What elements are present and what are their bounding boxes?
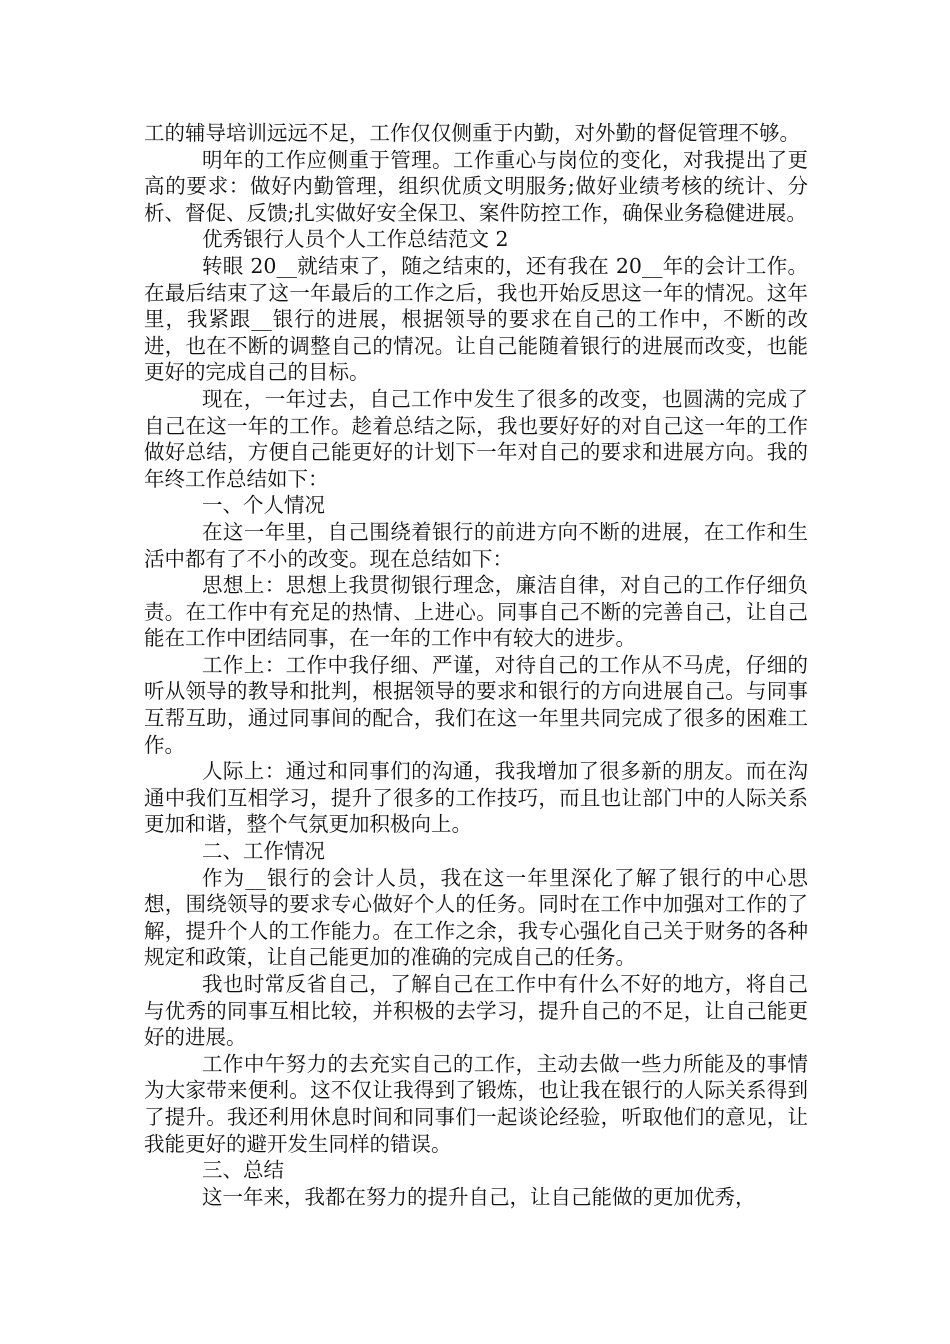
paragraph-continuation: 工的辅导培训远远不足，工作仅仅侧重于内勤，对外勤的督促管理不够。 — [144, 121, 800, 145]
paragraph-next-year-plan: 明年的工作应侧重于管理。工作重心与岗位的变化，对我提出了更高的要求：做好内勤管理，组织优质文明服务;做好业绩考核的统计、分析、督促、反馈;扎实做好安全保卫、案件防控工作，确保业务稳健进展。 — [144, 147, 808, 225]
document-body — [144, 120, 808, 1210]
paragraph-thought: 思想上：思想上我贯彻银行理念，廉洁自律，对自己的工作仔细负责。在工作中有充足的热情、上进心。同事自己不断的完善自己，让自己能在工作中团结同事，在一年的工作中有较大的进步。 — [144, 573, 808, 651]
section-heading-conclusion: 三、总结 — [202, 1158, 284, 1183]
paragraph-work: 工作上：工作中我仔细、严谨，对待自己的工作从不马虎，仔细的听从领导的教导和批判，根据领导的要求和银行的方向进展自己。与同事互帮互助，通过同事间的配合，我们在这一年里共同完成了很多的困难工作。 — [144, 652, 808, 757]
paragraph-personal-intro: 在这一年里，自己围绕着银行的前进方向不断的进展，在工作和生活中都有了不小的改变。现在总结如下： — [144, 519, 808, 571]
paragraph-conclusion: 这一年来，我都在努力的提升自己，让自己能做的更加优秀， — [202, 1184, 756, 1209]
paragraph-effort: 工作中午努力的去充实自己的工作，主动去做一些力所能及的事情为大家带来便利。这不仅让我得到了锻炼，也让我在银行的人际关系得到了提升。我还利用休息时间和同事们一起谈论经验，听取他们的意见，让我能更好的避开发生同样的错误。 — [144, 1051, 808, 1156]
section-title-summary-2: 优秀银行人员个人工作总结范文 2 — [202, 227, 509, 252]
paragraph-interpersonal: 人际上：通过和同事们的沟通，我我增加了很多新的朋友。而在沟通中我们互相学习，提升了很多的工作技巧，而且也让部门中的人际关系更加和谐，整个气氛更加积极向上。 — [144, 759, 808, 837]
section-heading-work: 二、工作情况 — [202, 839, 325, 864]
paragraph-accounting-role: 作为__银行的会计人员，我在这一年里深化了解了银行的中心思想，围绕领导的要求专心做好个人的任务。同时在工作中加强对工作的了解，提升个人的工作能力。在工作之余，我专心强化自己关于财务的各种规定和政策，让自己能更加的准确的完成自己的任务。 — [144, 865, 808, 970]
paragraph-intro: 转眼 20__就结束了，随之结束的，还有我在 20__年的会计工作。在最后结束了这一年最后的工作之后，我也开始反思这一年的情况。这年里，我紧跟__银行的进展，根据领导的要求在自己的工作中，不断的改进，也在不断的调整自己的情况。让自己能随着银行的进展而改变，也能更好的完成自己的目标。 — [144, 253, 808, 385]
section-heading-personal: 一、个人情况 — [202, 493, 325, 518]
paragraph-overview: 现在，一年过去，自己工作中发生了很多的改变，也圆满的完成了自己在这一年的工作。趁着总结之际，我也要好好的对自己这一年的工作做好总结，方便自己能更好的计划下一年对自己的要求和进展方向。我的年终工作总结如下： — [144, 386, 808, 491]
paragraph-self-reflection: 我也时常反省自己，了解自己在工作中有什么不好的地方，将自己与优秀的同事互相比较，并积极的去学习，提升自己的不足，让自己能更好的进展。 — [144, 972, 808, 1050]
